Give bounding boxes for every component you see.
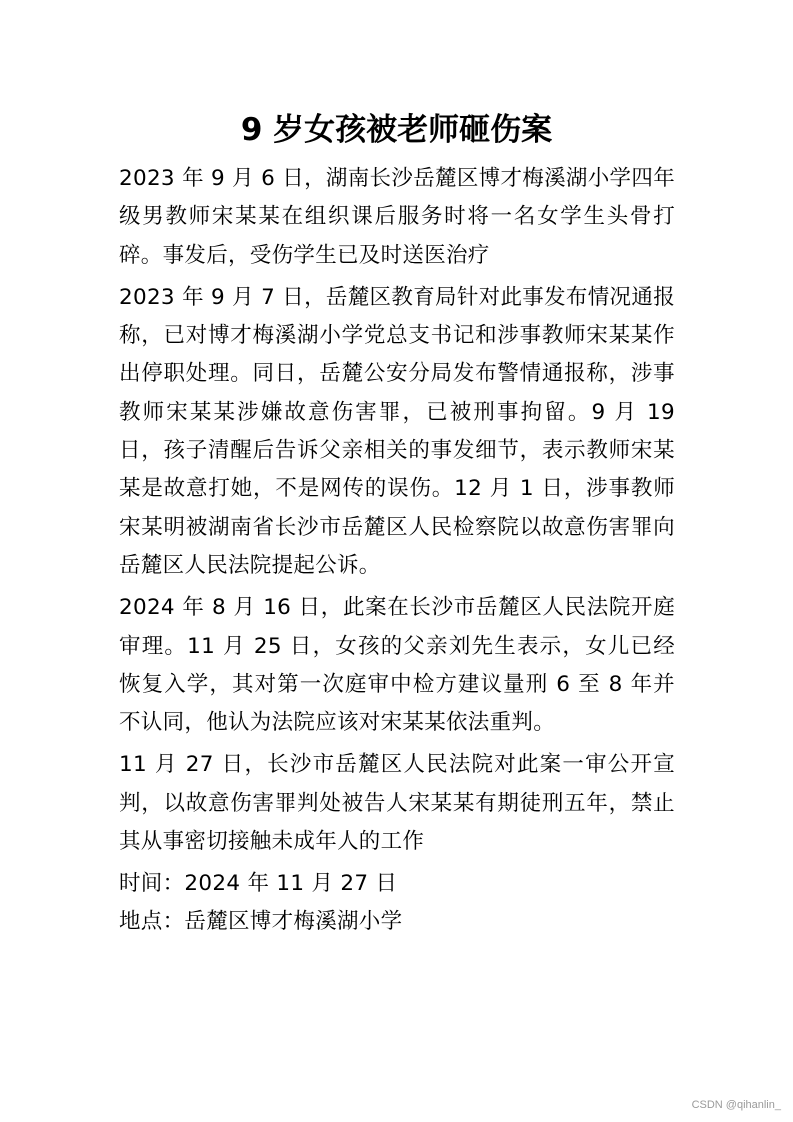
paragraph-trial: 2024 年 8 月 16 日，此案在长沙市岳麓区人民法院开庭审理。11 月 25 日，女孩的父亲刘先生表示，女儿已经恢复入学，其对第一次庭审中检方建议量刑 6 至 8 年并不认同，他认为法院应该对宋某某依法重判。 xyxy=(119,595,675,736)
document-body xyxy=(119,160,675,941)
paragraph-verdict: 11 月 27 日，长沙市岳麓区人民法院对此案一审公开宣判，以故意伤害罪判处被告人宋某某有期徒刑五年，禁止其从事密切接触未成年人的工作 xyxy=(119,752,675,855)
paragraph-incident: 2023 年 9 月 6 日，湖南长沙岳麓区博才梅溪湖小学四年级男教师宋某某在组织课后服务时将一名女学生头骨打碎。事发后，受伤学生已及时送医治疗 xyxy=(119,166,675,268)
document-title: 9 岁女孩被老师砸伤案 xyxy=(240,112,553,148)
place-line: 地点：岳麓区博才梅溪湖小学 xyxy=(119,909,403,935)
paragraph-investigation: 2023 年 9 月 7 日，岳麓区教育局针对此事发布情况通报称，已对博才梅溪湖小学党总支书记和涉事教师宋某某作出停职处理。同日，岳麓公安分局发布警情通报称，涉事教师宋某某涉嫌故意伤害罪，已被刑事拘留。9 月 19 日，孩子清醒后告诉父亲相关的事发细节，表示教师宋某某是故意打她，不是网传的误伤。12 月 1 日，涉事教师宋某明被湖南省长沙市岳麓区人民检察院以故意伤害罪向岳麓区人民法院提起公诉。 xyxy=(119,284,675,578)
csdn-watermark: CSDN @qihanlin_ xyxy=(691,1099,781,1111)
time-line: 时间：2024 年 11 月 27 日 xyxy=(119,871,398,897)
